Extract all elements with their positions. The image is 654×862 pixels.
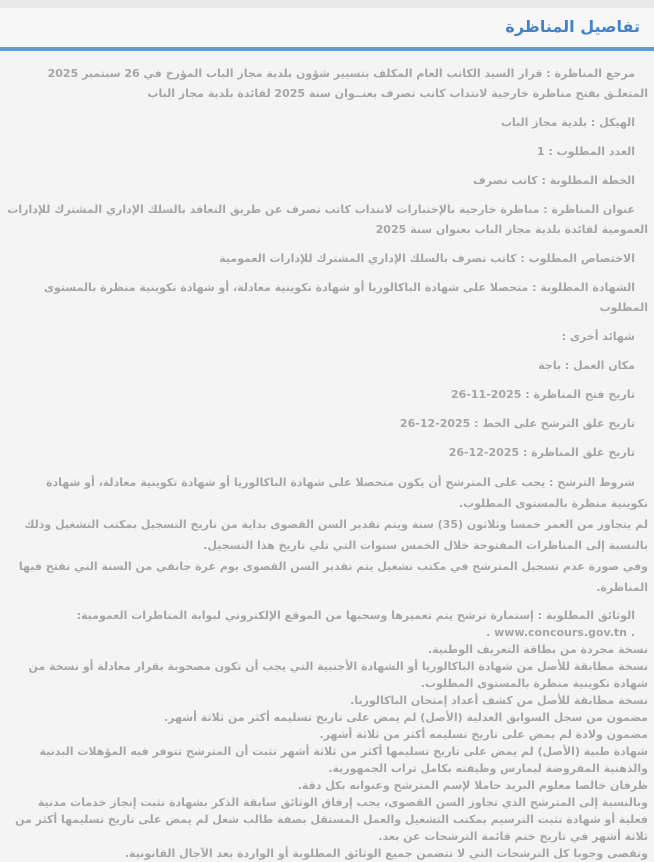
condition-line: لم يتجاوز من العمر خمسا وثلاثون (35) سنة ويتم تقدير السن القصوى بداية من تاريخ التسجيل بمكتب التشغيل وذلك بالنسبة إلى المناظرات المفتوحة خلال الخمس سنوات التي تلي تاريخ هذا التسجيل. [24, 518, 648, 552]
field-competition-title: عنوان المناظرة : مناظرة خارجية بالإختبارات لانتداب كاتب تصرف عن طريق التعاقد بالسلك الإداري المشترك للإدارات العمومية لفائدة بلدية مجاز الباب بعنوان سنة 2025 [7, 203, 648, 236]
document-line: الوثائق المطلوبة : إستمارة ترشح يتم تعميرها وسحبها من الموقع الإلكتروني لبوابة المناظرات العمومية: [76, 609, 635, 622]
document-line: ظرفان خالصا معلوم البريد حاملا لإسم المترشح وعنوانه بكل دقة. [297, 779, 648, 792]
clipped-line: وتقصى وجوبا كل الترشحات التي لا تتضمن جميع الوثائق المطلوبة أو الواردة بعد الآجال القانونية. [124, 847, 648, 860]
document-line: شهادة طبية (الأصل) لم يمض على تاريخ تسليمها أكثر من ثلاثة أشهر تثبت أن المترشح تتوفر فيه المؤهلات البدنية والذهنية المفروضة ليمارس وظيفته بكامل تراب الجمهورية. [39, 745, 648, 775]
document-line: نسخة مطابقة للأصل من كشف أعداد إمتحان الباكالوريا. [350, 694, 648, 707]
website-url-line: . www.concours.gov.tn . [486, 626, 635, 639]
document-line: وبالنسبة إلى المترشح الذي تجاوز السن القصوى، يجب إرفاق الوثائق سابقة الذكر بشهادة تثبت إنجاز خدمات مدنية فعلية أو شهادة تثبت الترسيم بمكتب التشغيل والعمل المستقل بصفة طالب شغل لم يمض على تاريخ تسليمها أكثر من ثلاثة أشهر في تاريخ ختم قائمة الترشحات عن بعد. [15, 796, 648, 843]
field-required-diploma: الشهادة المطلوبة : متحصلا على شهادة الباكالوريا أو شهادة تكوينية معادلة، أو شهادة تكوينية منظرة بالمستوى المطلوب [43, 281, 648, 314]
field-structure: الهيكل : بلدية مجاز الباب [500, 116, 635, 129]
field-online-close-date: تاريخ غلق الترشح على الخط : 2025-12-26 [399, 417, 635, 430]
details-panel [0, 51, 654, 862]
field-close-date: تاريخ غلق المناظرة : 2025-12-26 [448, 446, 635, 459]
document-line: مضمون ولادة لم يمض على تاريخ تسليمه أكثر من ثلاثة أشهر. [319, 728, 648, 741]
field-required-position: الخطة المطلوبة : كاتب تصرف [472, 174, 635, 187]
field-workplace: مكان العمل : باجة [538, 359, 635, 372]
field-other-diplomas: شهائد أخرى : [561, 330, 635, 343]
page-title: تفاصيل المناظرة [505, 17, 640, 36]
page-header [0, 8, 654, 47]
conditions-block [6, 472, 648, 598]
documents-block [6, 607, 648, 862]
top-strip [0, 0, 654, 8]
document-line: نسخة مجردة من بطاقة التعريف الوطنية. [427, 643, 648, 656]
field-reference: مرجع المناظرة : قرار السيد الكاتب العام المكلف بتسيير شؤون بلدية مجاز الباب المؤرخ في 26 سبتمبر 2025 المتعلـق بفتح مناظرة خارجية لانتداب كاتب تصرف بعنــوان سنة 2025 لفائدة بلدية مجاز الباب [47, 67, 648, 100]
field-open-date: تاريخ فتح المناظرة : 2025-11-26 [451, 388, 635, 401]
document-line: نسخة مطابقة للأصل من شهادة الباكالوريا أو الشهادة الأجنبية التي يجب أن تكون مصحوبة بقرار معادلة أو نسخة من شهادة تكوينية منظرة بالمستوى المطلوب. [28, 660, 648, 690]
condition-line: شروط الترشح : يجب على المترشح أن يكون متحصلا على شهادة الباكالوريا أو شهادة تكوينية معادلة، أو شهادة تكوينية منظرة بالمستوى المطلوب. [45, 476, 648, 510]
field-required-specialty: الاختصاص المطلوب : كاتب تصرف بالسلك الإداري المشترك للإدارات العمومية [219, 252, 635, 265]
condition-line: وفي صورة عدم تسجيل المترشح في مكتب تشغيل يتم تقدير السن القصوى يوم غرة جانفي من السنة التي تفتح فيها المناظرة. [18, 560, 648, 594]
document-line: مضمون من سجل السوابق العدلية (الأصل) لم يمض على تاريخ تسليمه أكثر من ثلاثة أشهر. [164, 711, 648, 724]
field-required-count: العدد المطلوب : 1 [536, 145, 635, 158]
